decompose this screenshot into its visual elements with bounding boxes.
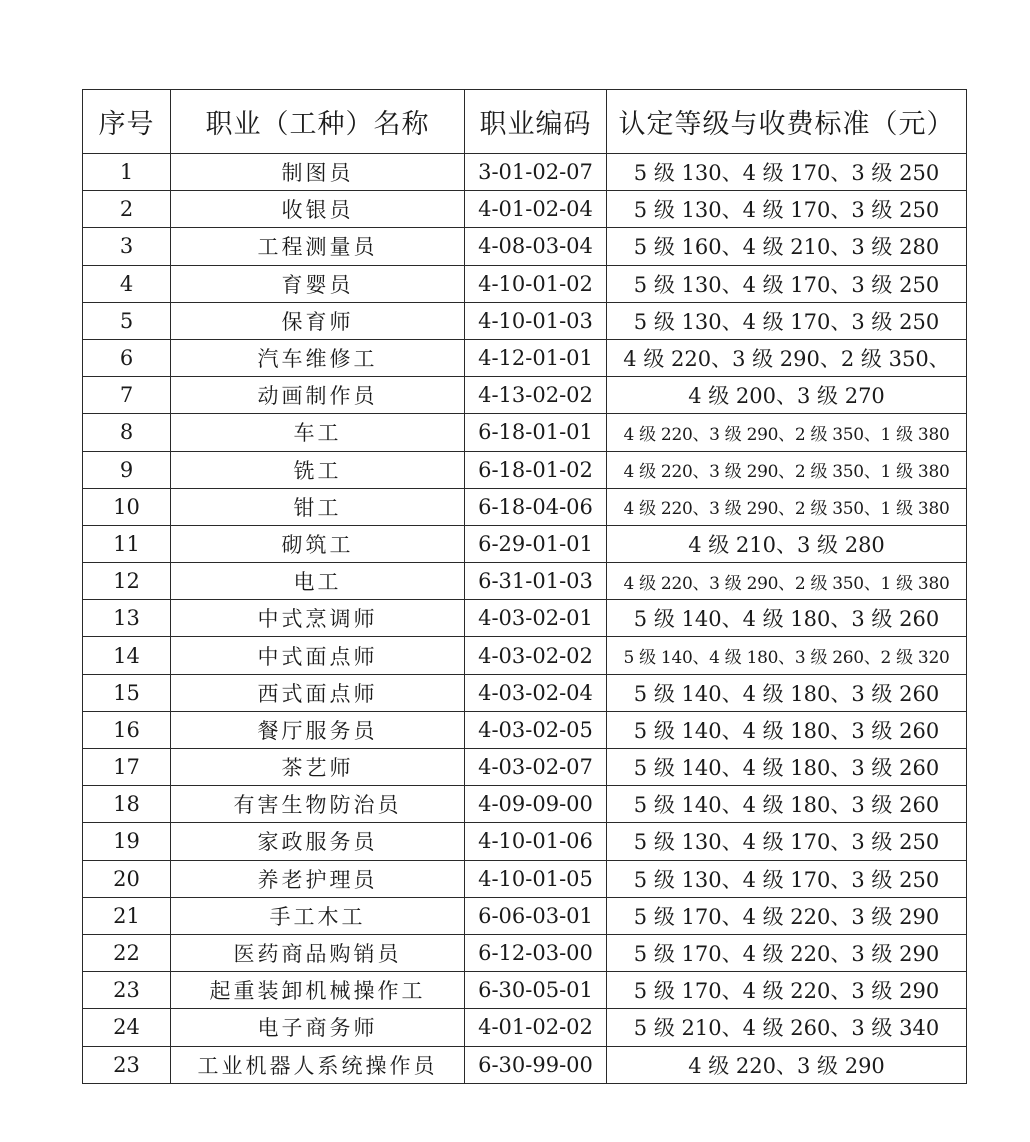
row-occupation-code: 4-10-01-05 xyxy=(465,860,607,897)
row-index: 8 xyxy=(83,414,171,451)
row-occupation-code: 6-29-01-01 xyxy=(465,525,607,562)
table-row xyxy=(83,934,967,971)
header-level-fees: 认定等级与收费标准（元） xyxy=(607,90,967,154)
table-row xyxy=(83,228,967,265)
row-occupation-name: 工业机器人系统操作员 xyxy=(171,1046,465,1083)
table-row xyxy=(83,191,967,228)
table-row xyxy=(83,674,967,711)
header-occupation-name: 职业（工种）名称 xyxy=(171,90,465,154)
row-occupation-name: 电工 xyxy=(171,563,465,600)
row-index: 2 xyxy=(83,191,171,228)
row-occupation-name: 铣工 xyxy=(171,451,465,488)
row-occupation-name: 电子商务师 xyxy=(171,1009,465,1046)
row-occupation-name: 育婴员 xyxy=(171,265,465,302)
table-row xyxy=(83,786,967,823)
row-occupation-code: 4-08-03-04 xyxy=(465,228,607,265)
row-level-fees: 4 级 220、3 级 290、2 级 350、 xyxy=(607,339,967,376)
row-index: 18 xyxy=(83,786,171,823)
row-index: 22 xyxy=(83,934,171,971)
table-row xyxy=(83,600,967,637)
row-level-fees: 4 级 220、3 级 290、2 级 350、1 级 380 xyxy=(607,563,967,600)
table-row xyxy=(83,563,967,600)
table-header-row xyxy=(83,90,967,154)
row-index: 19 xyxy=(83,823,171,860)
table-row xyxy=(83,972,967,1009)
row-occupation-code: 3-01-02-07 xyxy=(465,154,607,191)
row-occupation-name: 工程测量员 xyxy=(171,228,465,265)
row-level-fees: 4 级 220、3 级 290、2 级 350、1 级 380 xyxy=(607,414,967,451)
row-level-fees: 5 级 170、4 级 220、3 级 290 xyxy=(607,897,967,934)
row-occupation-code: 4-03-02-04 xyxy=(465,674,607,711)
row-occupation-code: 4-12-01-01 xyxy=(465,339,607,376)
table-row xyxy=(83,414,967,451)
table-row xyxy=(83,339,967,376)
row-level-fees: 5 级 140、4 级 180、3 级 260 xyxy=(607,786,967,823)
row-level-fees: 5 级 210、4 级 260、3 级 340 xyxy=(607,1009,967,1046)
row-occupation-name: 汽车维修工 xyxy=(171,339,465,376)
row-index: 10 xyxy=(83,488,171,525)
row-occupation-code: 6-06-03-01 xyxy=(465,897,607,934)
row-index: 23 xyxy=(83,1046,171,1083)
row-level-fees: 5 级 160、4 级 210、3 级 280 xyxy=(607,228,967,265)
row-occupation-name: 有害生物防治员 xyxy=(171,786,465,823)
row-occupation-code: 4-10-01-03 xyxy=(465,302,607,339)
row-level-fees: 5 级 170、4 级 220、3 级 290 xyxy=(607,934,967,971)
table-row xyxy=(83,265,967,302)
row-level-fees: 5 级 130、4 级 170、3 级 250 xyxy=(607,860,967,897)
row-index: 21 xyxy=(83,897,171,934)
row-index: 7 xyxy=(83,377,171,414)
row-occupation-code: 4-09-09-00 xyxy=(465,786,607,823)
row-level-fees: 4 级 200、3 级 270 xyxy=(607,377,967,414)
table-row xyxy=(83,377,967,414)
row-occupation-code: 4-03-02-02 xyxy=(465,637,607,674)
row-occupation-name: 砌筑工 xyxy=(171,525,465,562)
row-occupation-code: 6-30-05-01 xyxy=(465,972,607,1009)
table-row xyxy=(83,451,967,488)
row-occupation-name: 手工木工 xyxy=(171,897,465,934)
row-level-fees: 5 级 130、4 级 170、3 级 250 xyxy=(607,302,967,339)
row-occupation-code: 4-13-02-02 xyxy=(465,377,607,414)
row-index: 23 xyxy=(83,972,171,1009)
row-index: 16 xyxy=(83,711,171,748)
row-level-fees: 5 级 130、4 级 170、3 级 250 xyxy=(607,154,967,191)
table-row xyxy=(83,823,967,860)
row-occupation-code: 6-18-04-06 xyxy=(465,488,607,525)
row-occupation-code: 4-10-01-02 xyxy=(465,265,607,302)
row-index: 20 xyxy=(83,860,171,897)
header-occupation-code: 职业编码 xyxy=(465,90,607,154)
row-level-fees: 5 级 130、4 级 170、3 级 250 xyxy=(607,265,967,302)
row-level-fees: 4 级 210、3 级 280 xyxy=(607,525,967,562)
table-row xyxy=(83,749,967,786)
row-level-fees: 5 级 140、4 级 180、3 级 260 xyxy=(607,711,967,748)
row-level-fees: 5 级 140、4 级 180、3 级 260、2 级 320 xyxy=(607,637,967,674)
row-occupation-name: 制图员 xyxy=(171,154,465,191)
table-row xyxy=(83,154,967,191)
row-level-fees: 4 级 220、3 级 290 xyxy=(607,1046,967,1083)
row-index: 1 xyxy=(83,154,171,191)
row-occupation-name: 养老护理员 xyxy=(171,860,465,897)
row-occupation-name: 起重装卸机械操作工 xyxy=(171,972,465,1009)
row-index: 14 xyxy=(83,637,171,674)
table-row xyxy=(83,711,967,748)
table-row xyxy=(83,302,967,339)
row-occupation-name: 茶艺师 xyxy=(171,749,465,786)
row-occupation-name: 收银员 xyxy=(171,191,465,228)
row-index: 13 xyxy=(83,600,171,637)
row-level-fees: 5 级 170、4 级 220、3 级 290 xyxy=(607,972,967,1009)
row-occupation-name: 车工 xyxy=(171,414,465,451)
row-level-fees: 5 级 130、4 级 170、3 级 250 xyxy=(607,823,967,860)
row-occupation-code: 4-10-01-06 xyxy=(465,823,607,860)
row-occupation-name: 保育师 xyxy=(171,302,465,339)
row-occupation-code: 6-18-01-01 xyxy=(465,414,607,451)
table-row xyxy=(83,637,967,674)
row-index: 17 xyxy=(83,749,171,786)
table-row xyxy=(83,1009,967,1046)
header-index: 序号 xyxy=(83,90,171,154)
row-occupation-code: 4-03-02-01 xyxy=(465,600,607,637)
row-level-fees: 5 级 130、4 级 170、3 级 250 xyxy=(607,191,967,228)
row-occupation-code: 4-03-02-07 xyxy=(465,749,607,786)
table-row xyxy=(83,525,967,562)
row-level-fees: 5 级 140、4 级 180、3 级 260 xyxy=(607,600,967,637)
row-index: 15 xyxy=(83,674,171,711)
row-occupation-name: 中式烹调师 xyxy=(171,600,465,637)
fee-standard-table xyxy=(82,89,967,1084)
table-row xyxy=(83,897,967,934)
row-index: 11 xyxy=(83,525,171,562)
row-index: 4 xyxy=(83,265,171,302)
row-level-fees: 4 级 220、3 级 290、2 级 350、1 级 380 xyxy=(607,488,967,525)
table-body xyxy=(83,154,967,1084)
row-occupation-name: 餐厅服务员 xyxy=(171,711,465,748)
row-index: 3 xyxy=(83,228,171,265)
table-row xyxy=(83,488,967,525)
table-row xyxy=(83,860,967,897)
row-index: 5 xyxy=(83,302,171,339)
row-occupation-code: 4-03-02-05 xyxy=(465,711,607,748)
row-level-fees: 5 级 140、4 级 180、3 级 260 xyxy=(607,674,967,711)
row-index: 24 xyxy=(83,1009,171,1046)
row-index: 12 xyxy=(83,563,171,600)
row-occupation-code: 6-12-03-00 xyxy=(465,934,607,971)
row-occupation-name: 医药商品购销员 xyxy=(171,934,465,971)
row-index: 9 xyxy=(83,451,171,488)
row-occupation-name: 动画制作员 xyxy=(171,377,465,414)
row-level-fees: 4 级 220、3 级 290、2 级 350、1 级 380 xyxy=(607,451,967,488)
row-occupation-code: 6-30-99-00 xyxy=(465,1046,607,1083)
row-occupation-code: 4-01-02-02 xyxy=(465,1009,607,1046)
row-occupation-code: 4-01-02-04 xyxy=(465,191,607,228)
row-occupation-name: 西式面点师 xyxy=(171,674,465,711)
table-row xyxy=(83,1046,967,1083)
row-index: 6 xyxy=(83,339,171,376)
row-occupation-name: 家政服务员 xyxy=(171,823,465,860)
row-occupation-name: 中式面点师 xyxy=(171,637,465,674)
row-occupation-code: 6-18-01-02 xyxy=(465,451,607,488)
row-level-fees: 5 级 140、4 级 180、3 级 260 xyxy=(607,749,967,786)
row-occupation-name: 钳工 xyxy=(171,488,465,525)
row-occupation-code: 6-31-01-03 xyxy=(465,563,607,600)
